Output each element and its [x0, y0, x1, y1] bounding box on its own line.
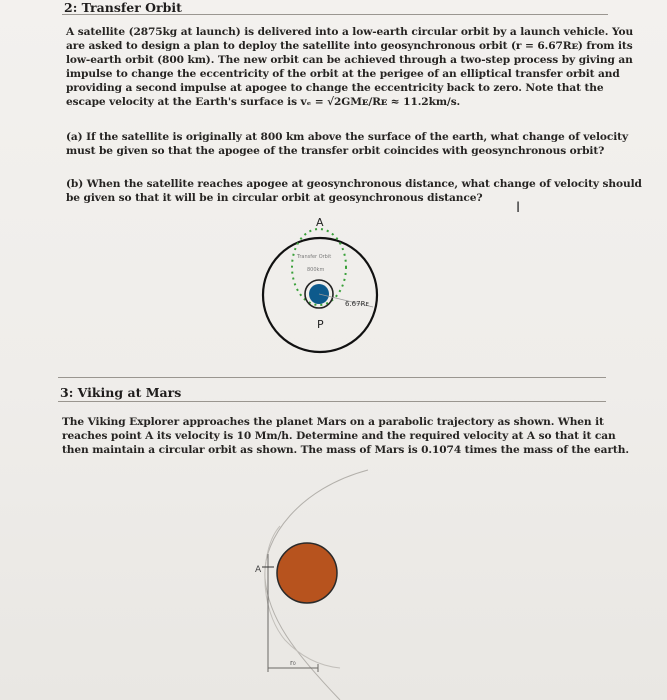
transfer-orbit-label: Transfer Orbit [297, 254, 332, 260]
part-a-question [66, 130, 628, 158]
geo-radius-label: 6.67Rᴇ [345, 300, 369, 308]
section-3-heading-rule [58, 401, 606, 402]
r0-label: r₀ [290, 659, 296, 667]
intro-line: impulse to change the eccentricity of the orbit at the perigee of an elliptical transfer orbit and [66, 68, 620, 80]
section-3-top-rule [58, 377, 606, 378]
mars-orbit-diagram [240, 468, 440, 700]
section-3-heading: 3: Viking at Mars [60, 385, 182, 400]
perigee-label: P [317, 318, 324, 331]
section-2-intro [66, 25, 633, 109]
intro-line: providing a second impulse at apogee to change the eccentricity back to zero. Note that the [66, 82, 604, 94]
part-b-question [66, 177, 642, 205]
intro-line: low-earth orbit (800 km). The new orbit can be achieved through a two-step process by giving an [66, 54, 633, 66]
apogee-label: A [316, 216, 324, 229]
800km-label: 800km [307, 267, 325, 273]
body-line: The Viking Explorer approaches the planet Mars on a parabolic trajectory as shown. When it [62, 416, 604, 428]
intro-line: A satellite (2875kg at launch) is delivered into a low-earth circular orbit by a launch vehicle. You [66, 26, 634, 38]
intro-line: are asked to design a plan to deploy the satellite into geosynchronous orbit (r = 6.67Rᴇ) from its [66, 40, 633, 52]
intro-line: escape velocity at the Earth's surface is vₑ = √2GMᴇ/Rᴇ ≈ 11.2km/s. [66, 96, 461, 108]
text-cursor-icon: I [516, 200, 521, 216]
transfer-orbit-diagram [255, 215, 395, 365]
part-b-line: (b) When the satellite reaches apogee at geosynchronous distance, what change of velocity should [66, 178, 642, 190]
point-a-label: A [255, 565, 262, 575]
section-3-body [62, 415, 629, 457]
section-2-heading: 2: Transfer Orbit [64, 0, 182, 15]
body-line: reaches point A its velocity is 10 Mm/h. Determine and the required velocity at A so that it can [62, 430, 616, 442]
mars-planet [277, 543, 337, 603]
part-a-line: (a) If the satellite is originally at 800 km above the surface of the earth, what change of velocity [66, 131, 629, 143]
part-a-line: must be given so that the apogee of the transfer orbit coincides with geosynchronous orbit? [66, 145, 605, 157]
body-line: then maintain a circular orbit as shown. The mass of Mars is 0.1074 times the mass of the earth. [62, 444, 629, 456]
part-b-line: be given so that it will be in circular orbit at geosynchronous distance? [66, 192, 483, 204]
